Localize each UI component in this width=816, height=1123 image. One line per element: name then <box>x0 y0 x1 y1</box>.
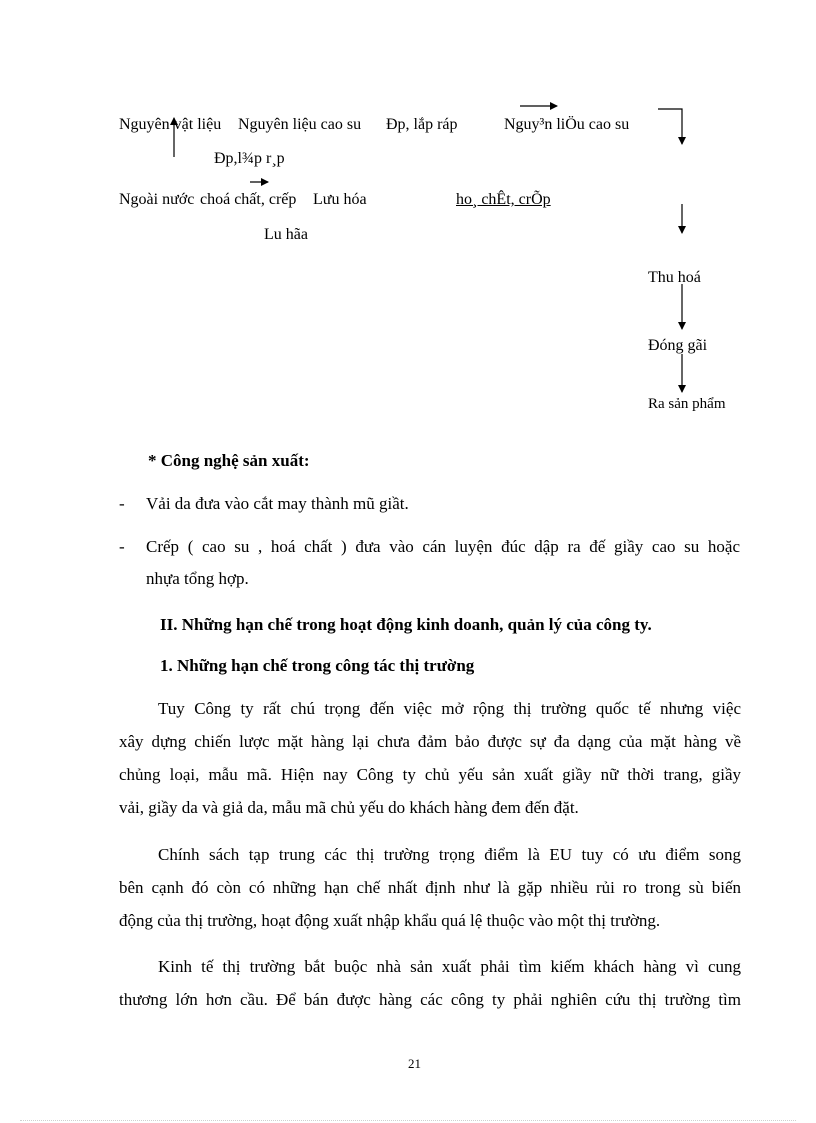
section-heading: II. Những hạn chế trong hoạt động kinh doanh, quản lý của công ty. <box>160 615 652 634</box>
text-line: bên cạnh đó còn có những hạn chế nhất định như là gặp nhiều rủi ro trong sù biến <box>119 878 741 897</box>
text-line: Chính sách tạp trung các thị trường trọng điểm là EU tuy có ưu điểm song <box>158 845 741 864</box>
page-number: 21 <box>408 1056 421 1071</box>
subsection-heading: 1. Những hạn chế trong công tác thị trường <box>160 656 475 675</box>
diagram-chemicals-crepe: choá chất, crếp <box>200 191 297 208</box>
diagram-assembly-garbled: Đp,l¾p r¸p <box>214 150 285 167</box>
diagram-step-harvest: Thu hoá <box>648 269 701 286</box>
page-bottom-divider <box>20 1120 796 1121</box>
diagram-rubber-material: Nguyên liệu cao su <box>238 116 362 133</box>
diagram-vulcanization: Lưu hóa <box>313 191 367 208</box>
diagram-rubber-material-garbled: Nguy³n liÖu cao su <box>504 116 630 133</box>
tech-heading: * Công nghệ sản xuất: <box>148 451 310 470</box>
text-line: xây dựng chiến lược mặt hàng lại chưa đảm bảo được sự đa dạng của mặt hàng về <box>119 732 741 751</box>
diagram-assembly: Đp, lắp ráp <box>386 116 458 133</box>
diagram-arrows <box>0 0 816 430</box>
paragraph <box>119 845 741 931</box>
bullet-item: Vải da đưa vào cắt may thành mũ giầt. <box>146 494 409 513</box>
text-line: động của thị trường, hoạt động xuất nhập khẩu quá lệ thuộc vào một thị trường. <box>119 911 661 930</box>
text-line: thương lớn hơn cầu. Để bán được hàng các công ty phải nghiên cứu thị trường tìm <box>119 990 741 1009</box>
paragraph <box>119 957 741 1010</box>
diagram-chemicals-garbled: ho¸ chÊt, crÕp <box>456 191 551 208</box>
diagram-vulcanization-garbled: Lu hãa <box>264 226 308 243</box>
text-line: vải, giầy da và giả da, mẫu mã chủ yếu do khách hàng đem đến đặt. <box>119 798 579 817</box>
connector-line <box>658 109 682 144</box>
bullet-marker: - <box>119 537 125 556</box>
bullet-item <box>146 537 740 557</box>
text-line: Kinh tế thị trường bắt buộc nhà sản xuất phải tìm kiếm khách hàng vì cung <box>158 957 741 976</box>
paragraph <box>119 699 741 818</box>
text-line: chủng loại, mẫu mã. Hiện nay Công ty chủ yếu sản xuất giầy nữ thời trang, giầy <box>119 765 741 784</box>
text-line: nhựa tổng hợp. <box>146 569 249 588</box>
diagram-import: Ngoài nước <box>119 191 195 208</box>
bullet-marker: - <box>119 494 125 513</box>
diagram-step-packaging: Đóng gãi <box>648 337 708 354</box>
diagram-raw-material: Nguyên vật liệu <box>119 116 222 133</box>
text-line: Crếp ( cao su , hoá chất ) đưa vào cán luyện đúc dập ra đế giầy cao su hoặc <box>146 537 740 556</box>
text-line: Tuy Công ty rất chú trọng đến việc mở rộng thị trường quốc tế nhưng việc <box>158 699 741 718</box>
diagram-step-output: Ra sản phẩm <box>648 396 726 412</box>
